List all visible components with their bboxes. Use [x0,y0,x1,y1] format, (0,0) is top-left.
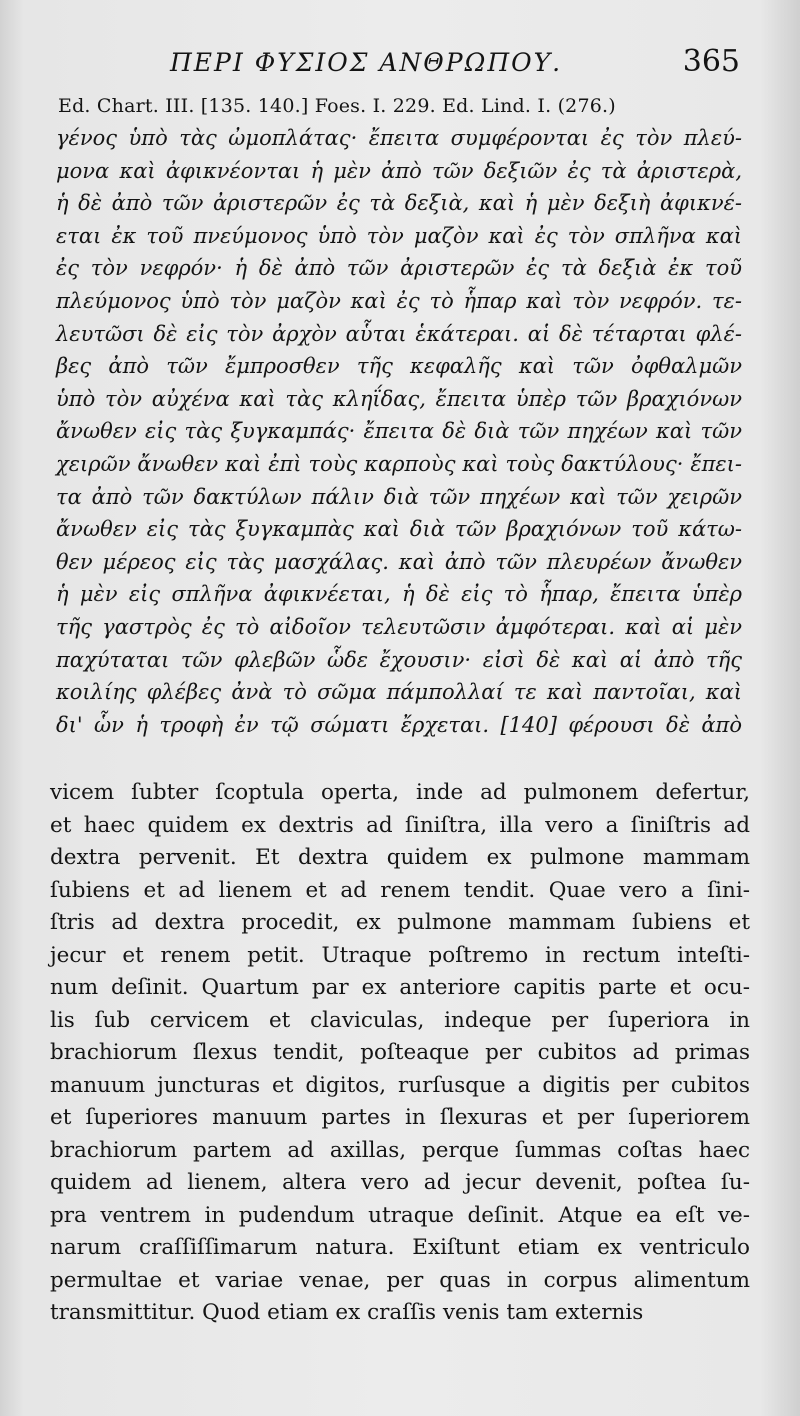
greek-text-block [56,122,742,741]
greek-line: παχύταται τῶν φλεβῶν ὧδε ἔχουσιν· εἰσὶ δὲ καὶ αἱ ἀπὸ τῆς [56,647,742,672]
greek-line: χειρῶν ἄνωθεν καὶ ἐπὶ τοὺς καρποὺς καὶ τοὺς δακτύλους· ἔπει- [56,451,742,476]
greek-line: ἡ μὲν εἰς σπλῆνα ἀφικνέεται, ἡ δὲ εἰς τὸ ἧπαρ, ἔπειτα ὑπὲρ [56,582,742,607]
latin-line: lis ſub cervicem et claviculas, indeque per ſuperiora in [50,1007,750,1033]
latin-line: permultae et variae venae, per quas in corpus alimentum [50,1267,750,1293]
page-number: 365 [682,44,740,79]
greek-line: ἐς τὸν νεφρόν· ἡ δὲ ἀπὸ τῶν ἀριστερῶν ἐς τὰ δεξιὰ ἐκ τοῦ [56,256,742,281]
running-title: ΠΕΡΙ ΦΥΣΙΟΣ ΑΝΘΡΩΠΟΥ. [170,48,563,77]
latin-line: vicem ſubter ſcoptula operta, inde ad pulmonem defertur, [50,780,750,805]
greek-line: μονα καὶ ἀφικνέονται ἡ μὲν ἀπὸ τῶν δεξιῶν ἐς τὰ ἀριστερὰ, [56,158,742,183]
latin-line: jecur et renem petit. Utraque poſtremo in rectum inteſti- [50,942,750,968]
greek-line: κοιλίης φλέβες ἀνὰ τὸ σῶμα πάμπολλαί τε καὶ παντοῖαι, καὶ [56,680,742,705]
latin-line: narum craſſiſſimarum natura. Exiſtunt etiam ex ventriculo [50,1235,750,1260]
greek-line: ἄνωθεν εἰς τὰς ξυγκαμπάς· ἔπειτα δὲ διὰ τῶν πηχέων καὶ τῶν [56,419,742,444]
latin-line: brachiorum partem ad axillas, perque ſummas coſtas haec [50,1137,750,1163]
greek-line: δι' ὧν ἡ τροφὴ ἐν τῷ σώματι ἔρχεται. [140] φέρουσι δὲ ἀπὸ [56,712,742,737]
latin-line: num deſinit. Quartum par ex anteriore capitis parte et ocu- [50,975,750,1000]
edition-reference-line: Ed. Chart. III. [135. 140.] Foes. I. 229. Ed. Lind. I. (276.) [58,95,616,117]
greek-line: τῆς γαστρὸς ἐς τὸ αἰδοῖον τελευτῶσιν ἀμφότεραι. καὶ αἱ μὲν [56,614,742,639]
greek-line: θεν μέρεος εἰς τὰς μασχάλας. καὶ ἀπὸ τῶν πλευρέων ἄνωθεν [56,549,742,574]
running-head [150,44,740,84]
greek-line: γένος ὑπὸ τὰς ὠμοπλάτας· ἔπειτα συμφέρονται ἐς τὸν πλεύ- [56,126,742,150]
greek-line: ἄνωθεν εἰς τὰς ξυγκαμπὰς καὶ διὰ τῶν βραχιόνων τοῦ κάτω- [56,517,742,542]
latin-line: quidem ad lienem, altera vero ad jecur devenit, poſtea ſu- [50,1170,750,1195]
latin-line: pra ventrem in pudendum utraque deſinit. Atque ea eſt ve- [50,1202,750,1228]
latin-line: ſtris ad dextra procedit, ex pulmone mammam ſubiens et [50,910,750,935]
latin-line: et haec quidem ex dextris ad ſiniſtra, illa vero a ſiniſtris ad [50,812,750,838]
latin-line: et ſuperiores manuum partes in ſlexuras et per ſuperiorem [50,1105,750,1130]
greek-line: βες ἀπὸ τῶν ἔμπροσθεν τῆς κεφαλῆς καὶ τῶν ὀφθαλμῶν [56,354,742,379]
greek-line: λευτῶσι δὲ εἰς τὸν ἀρχὸν αὗται ἑκάτεραι. αἱ δὲ τέταρται φλέ- [56,321,742,346]
greek-line: τα ἀπὸ τῶν δακτύλων πάλιν διὰ τῶν πηχέων καὶ τῶν χειρῶν [56,484,742,509]
greek-line: εται ἐκ τοῦ πνεύμονος ὑπὸ τὸν μαζὸν καὶ ἐς τὸν σπλῆνα καὶ [56,223,742,248]
latin-line: dextra pervenit. Et dextra quidem ex pulmone mammam [50,845,750,870]
latin-line: ſubiens et ad lienem et ad renem tendit. Quae vero a ſini- [50,877,750,903]
latin-line: transmittitur. Quod etiam ex craſſis venis tam externis [50,1300,644,1325]
greek-line: πλεύμονος ὑπὸ τὸν μαζὸν καὶ ἐς τὸ ἧπαρ καὶ τὸν νεφρόν. τε- [56,288,742,313]
greek-line: ὑπὸ τὸν αὐχένα καὶ τὰς κληΐδας, ἔπειτα ὑπὲρ τῶν βραχιόνων [56,386,742,411]
greek-line: ἡ δὲ ἀπὸ τῶν ἀριστερῶν ἐς τὰ δεξιὰ, καὶ ἡ μὲν δεξιὴ ἀφικνέ- [56,191,742,216]
latin-translation-block [50,777,750,1330]
latin-line: brachiorum ſlexus tendit, poſteaque per cubitos ad primas [50,1040,750,1065]
latin-line: manuum juncturas et digitos, rurſusque a digitis per cubitos [50,1072,750,1098]
